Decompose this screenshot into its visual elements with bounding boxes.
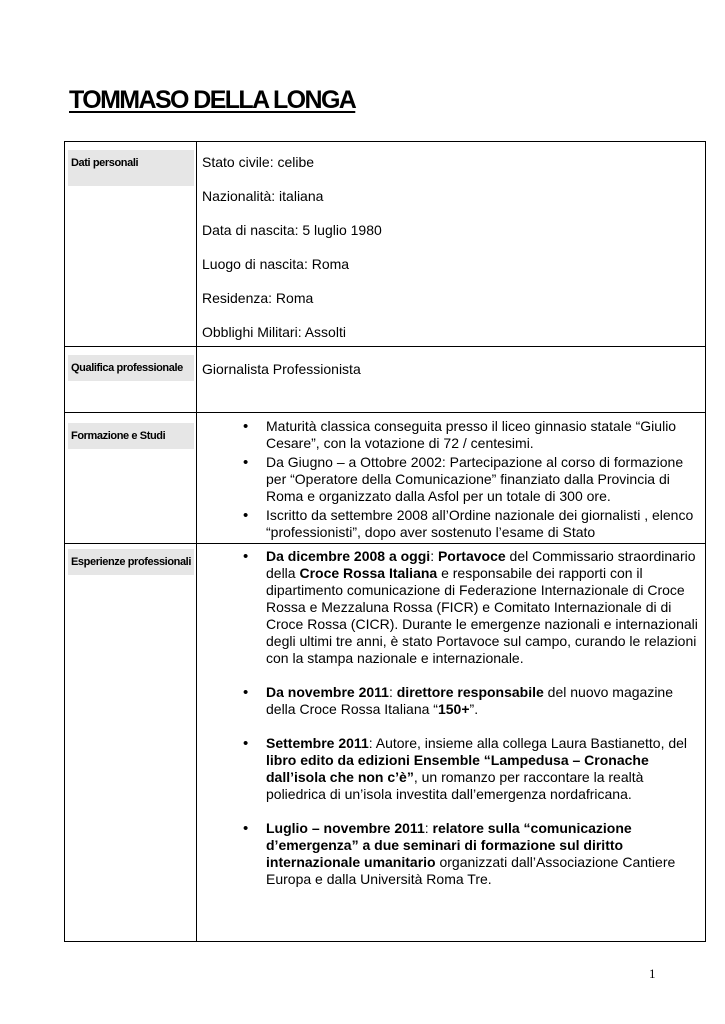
cv-name-title: TOMMASO DELLA LONGA: [69, 86, 356, 114]
page-number: 1: [649, 966, 656, 981]
personal-item: Residenza: Roma: [202, 290, 314, 306]
experience-text: organizzati dall’Associazione Cantiere Europa e dalla Università Roma Tre.: [266, 854, 676, 887]
content-cell: [197, 347, 706, 413]
experience-text: : Autore, insieme alla collega Laura Bastianetto, del: [368, 735, 688, 751]
experience-text: del nuovo magazine della Croce Rossa Italiana “: [266, 684, 673, 717]
experience-magazine: 150+: [437, 701, 470, 717]
experience-item: [197, 735, 702, 803]
experience-role: Portavoce: [437, 548, 506, 564]
experience-item: [197, 548, 702, 667]
label-cell: [65, 142, 197, 347]
experience-text: , un romanzo per raccontare la realtà poliedrica di un’isola investita dall’emergenza nordafricana.: [266, 769, 644, 802]
row-education: [65, 413, 706, 544]
label-cell: [65, 544, 197, 942]
row-personal: [65, 142, 706, 347]
experience-item: [197, 820, 702, 888]
education-list: [197, 418, 702, 541]
experience-date: Luglio – novembre 2011: [266, 820, 425, 836]
label-cell: [65, 347, 197, 413]
section-label-personal: Dati personali: [68, 150, 194, 186]
experience-text: e responsabile dei rapporti con il dipartimento comunicazione di Federazione Internazionale di Croce Rossa e Mezzaluna Rossa (FICR) e Comitato Internazionale di di Croce Rossa (CICR). Durante le emergenze nazionali e internazionali degli ultimi tre anni, è stato Portavoce sul campo, curando le relazioni con la stampa nazionale e internazionale.: [266, 565, 698, 666]
experience-role: relatore sulla “comunicazione d’emergenza” a due seminari di formazione sul diritto internazionale umanitario: [266, 820, 632, 870]
experience-item: [197, 684, 702, 718]
education-item: • Maturità classica conseguita presso il liceo ginnasio statale “Giulio Cesare”, con la votazione di 72 / centesimi.: [197, 418, 702, 452]
label-cell: [65, 413, 197, 544]
experience-text: :: [388, 684, 397, 700]
experience-date: Da novembre 2011: [266, 684, 389, 700]
qualification-text: Giornalista Professionista: [202, 361, 361, 377]
experience-book: libro edito da edizioni Ensemble “Lampedusa – Cronache dall’isola che non c’è”: [266, 752, 649, 785]
education-item: • Da Giugno – a Ottobre 2002: Partecipazione al corso di formazione per “Operatore della Comunicazione” finanziato dalla Provincia di Roma e organizzato dalla Asfol per un totale di 300 ore.: [197, 454, 702, 505]
experience-text: :: [424, 820, 433, 836]
personal-item: Luogo di nascita: Roma: [202, 256, 350, 272]
personal-item: Nazionalità: italiana: [202, 188, 324, 204]
experience-list: [197, 548, 702, 888]
personal-item: Stato civile: celibe: [202, 154, 315, 170]
content-cell: [197, 413, 706, 544]
experience-role: direttore responsabile: [396, 684, 544, 700]
experience-text: del Commissario straordinario della: [266, 548, 696, 581]
section-label-experience: Esperienze professionali: [68, 549, 194, 575]
content-cell: [197, 142, 706, 347]
row-experience: [65, 544, 706, 942]
personal-item: Obblighi Militari: Assolti: [202, 324, 346, 340]
row-qualification: [65, 347, 706, 413]
cv-table: [64, 141, 706, 942]
education-item: • Iscritto da settembre 2008 all’Ordine nazionale dei giornalisti , elenco “professionisti”, dopo aver sostenuto l’esame di Stato: [197, 507, 702, 541]
section-label-education: Formazione e Studi: [68, 423, 194, 449]
experience-org: Croce Rossa Italiana: [299, 565, 438, 581]
experience-date: Da dicembre 2008 a oggi: [266, 548, 431, 564]
personal-item: Data di nascita: 5 luglio 1980: [202, 222, 382, 238]
content-cell: [197, 544, 706, 942]
experience-text: :: [430, 548, 438, 564]
experience-date: Settembre 2011: [266, 735, 369, 751]
experience-text: ”.: [469, 701, 479, 717]
section-label-qualification: Qualifica professionale: [68, 355, 194, 381]
